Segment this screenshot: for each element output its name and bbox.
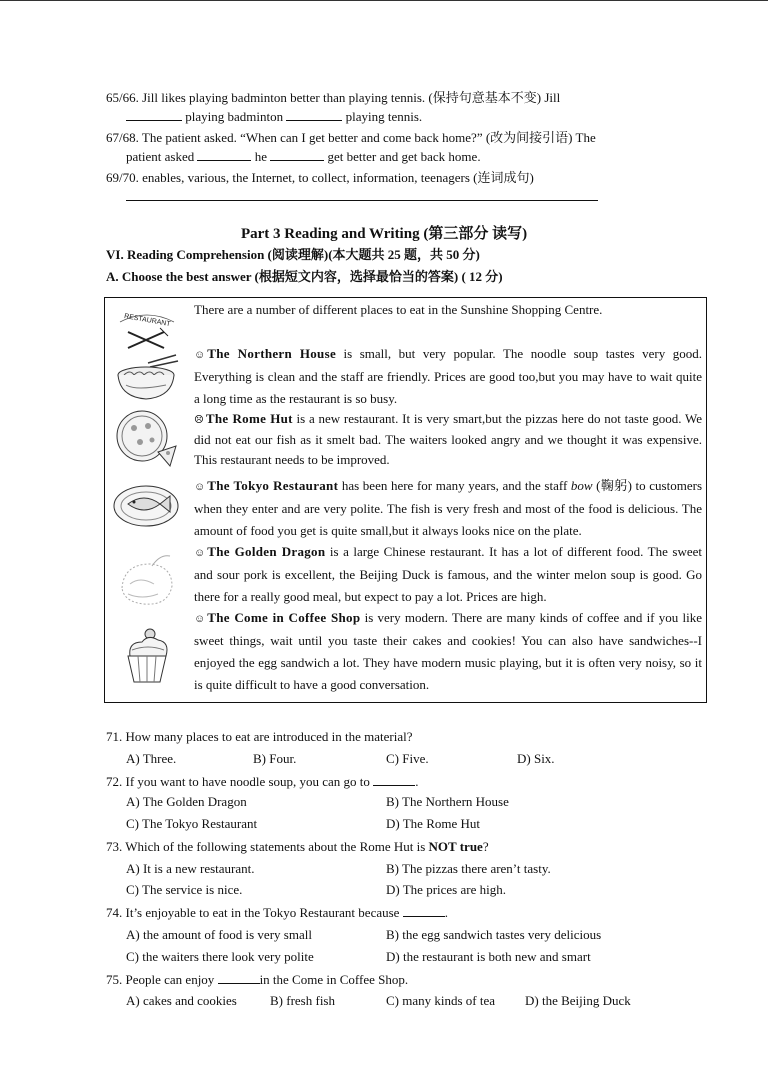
page-top-border: [0, 0, 768, 1]
answer-blank[interactable]: [218, 971, 260, 984]
option-73d[interactable]: D) The prices are high.: [386, 882, 506, 897]
passage-intro: There are a number of different places to eat in the Sunshine Shopping Centre.: [194, 302, 603, 317]
passage-rome-hut: ☹ The Rome Hut is a new restaurant. It is very smart,but the pizzas here do not taste good. We did not eat our fish as it smelt bad. The waiters looked angry and we thought it was expensive. This restaurant needs to be improved.: [194, 411, 702, 467]
question-73: 73. Which of the following statements about the Rome Hut is NOT true?: [106, 839, 489, 854]
answer-blank[interactable]: [197, 148, 251, 161]
answer-blank[interactable]: [403, 904, 445, 917]
option-73b[interactable]: B) The pizzas there aren’t tasty.: [386, 861, 551, 876]
option-74c[interactable]: C) the waiters there look very polite: [126, 949, 314, 964]
restaurant-sign-text: RESTAURANT: [123, 313, 171, 329]
passage-golden-dragon: ☺ The Golden Dragon is a large Chinese restaurant. It has a lot of different food. The sweet and sour pork is excellent, the Beijing Duck is famous, and the winter melon soup is good. Go there for a really good meal, but expect to pay a lot. Prices are high.: [194, 544, 702, 604]
q67-line1: 67/68. The patient asked. “When can I get better and come back home?” (改为间接引语) The: [106, 130, 596, 145]
pizza-icon: [112, 406, 182, 468]
answer-blank[interactable]: [286, 108, 342, 121]
q65-line2: playing badminton playing tennis.: [126, 108, 422, 125]
passage-northern-house: ☺ The Northern House is small, but very popular. The noodle soup tastes very good. Everything is clean and the staff are friendly. Prices are good too,but you may have to wait quite a long time as the restaurant is so busy.: [194, 346, 702, 406]
answer-blank[interactable]: [126, 108, 182, 121]
option-73a[interactable]: A) It is a new restaurant.: [126, 861, 255, 876]
answer-blank[interactable]: [270, 148, 324, 161]
noodle-bowl-icon: [112, 353, 182, 403]
q67-line2: patient asked he get better and get back home.: [126, 149, 481, 164]
frown-icon: ☹: [194, 414, 204, 426]
q65-line1: 65/66. Jill likes playing badminton better than playing tennis. (保持句意基本不变) Jill: [106, 90, 561, 105]
option-74b[interactable]: B) the egg sandwich tastes very delicious: [386, 927, 602, 942]
cupcake-icon: [112, 626, 182, 686]
question-74: 74. It’s enjoyable to eat in the Tokyo Restaurant because .: [106, 905, 448, 920]
section-title: VI. Reading Comprehension (阅读理解)(本大题共 25 题，共 50 分): [106, 247, 480, 262]
passage-tokyo-restaurant: ☺ The Tokyo Restaurant has been here for many years, and the staff bow (鞠躬) to customers when they enter and are very polite. The fish is very fresh and most of the food is delicious. The amount of food you get is quite small,but it always looks nice on the plate.: [194, 478, 703, 538]
smile-icon: ☺: [194, 349, 206, 361]
fish-plate-icon: [112, 474, 182, 534]
smile-icon: ☺: [194, 481, 206, 493]
option-75d[interactable]: D) the Beijing Duck: [525, 993, 631, 1008]
option-75a[interactable]: A) cakes and cookies: [126, 993, 237, 1008]
option-75c[interactable]: C) many kinds of tea: [386, 993, 496, 1008]
option-74d[interactable]: D) the restaurant is both new and smart: [386, 949, 591, 964]
option-72c[interactable]: C) The Tokyo Restaurant: [126, 816, 258, 831]
option-71c[interactable]: C) Five.: [386, 751, 429, 766]
answer-blank[interactable]: [373, 773, 415, 786]
question-72: 72. If you want to have noodle soup, you can go to .: [106, 774, 419, 789]
roast-duck-icon: [112, 548, 182, 614]
option-72b[interactable]: B) The Northern House: [386, 794, 509, 809]
option-71a[interactable]: A) Three.: [126, 751, 177, 766]
question-71: 71. How many places to eat are introduced in the material?: [106, 729, 413, 744]
option-74a[interactable]: A) the amount of food is very small: [126, 927, 312, 942]
option-71b[interactable]: B) Four.: [253, 751, 297, 766]
option-72a[interactable]: A) The Golden Dragon: [126, 794, 247, 809]
question-75: 75. People can enjoy in the Come in Coffee Shop.: [106, 972, 409, 987]
passage-coffee-shop: ☺ The Come in Coffee Shop is very modern. There are many kinds of coffee and if you like sweet things, wait until you taste their cakes and cookies! You can also have sandwiches--I enjoyed the egg sandwich a lot. They have modern music playing, but it is often very noisy, so it is quite difficult to have a good conversation.: [194, 610, 702, 692]
restaurant-icon: [112, 304, 182, 352]
option-73c[interactable]: C) The service is nice.: [126, 882, 243, 897]
option-71d[interactable]: D) Six.: [517, 751, 555, 766]
reading-passage-box: [104, 297, 707, 703]
q69-line1: 69/70. enables, various, the Internet, to collect, information, teenagers (连词成句): [106, 170, 534, 185]
q69-answer-line[interactable]: [126, 200, 598, 201]
smile-icon: ☺: [194, 613, 206, 625]
subsection-title: A. Choose the best answer (根据短文内容，选择最恰当的答案) ( 12 分): [106, 269, 503, 284]
part3-title: Part 3 Reading and Writing (第三部分 读写): [240, 226, 528, 242]
smile-icon: ☺: [194, 547, 206, 559]
option-75b[interactable]: B) fresh fish: [270, 993, 335, 1008]
option-72d[interactable]: D) The Rome Hut: [386, 816, 480, 831]
